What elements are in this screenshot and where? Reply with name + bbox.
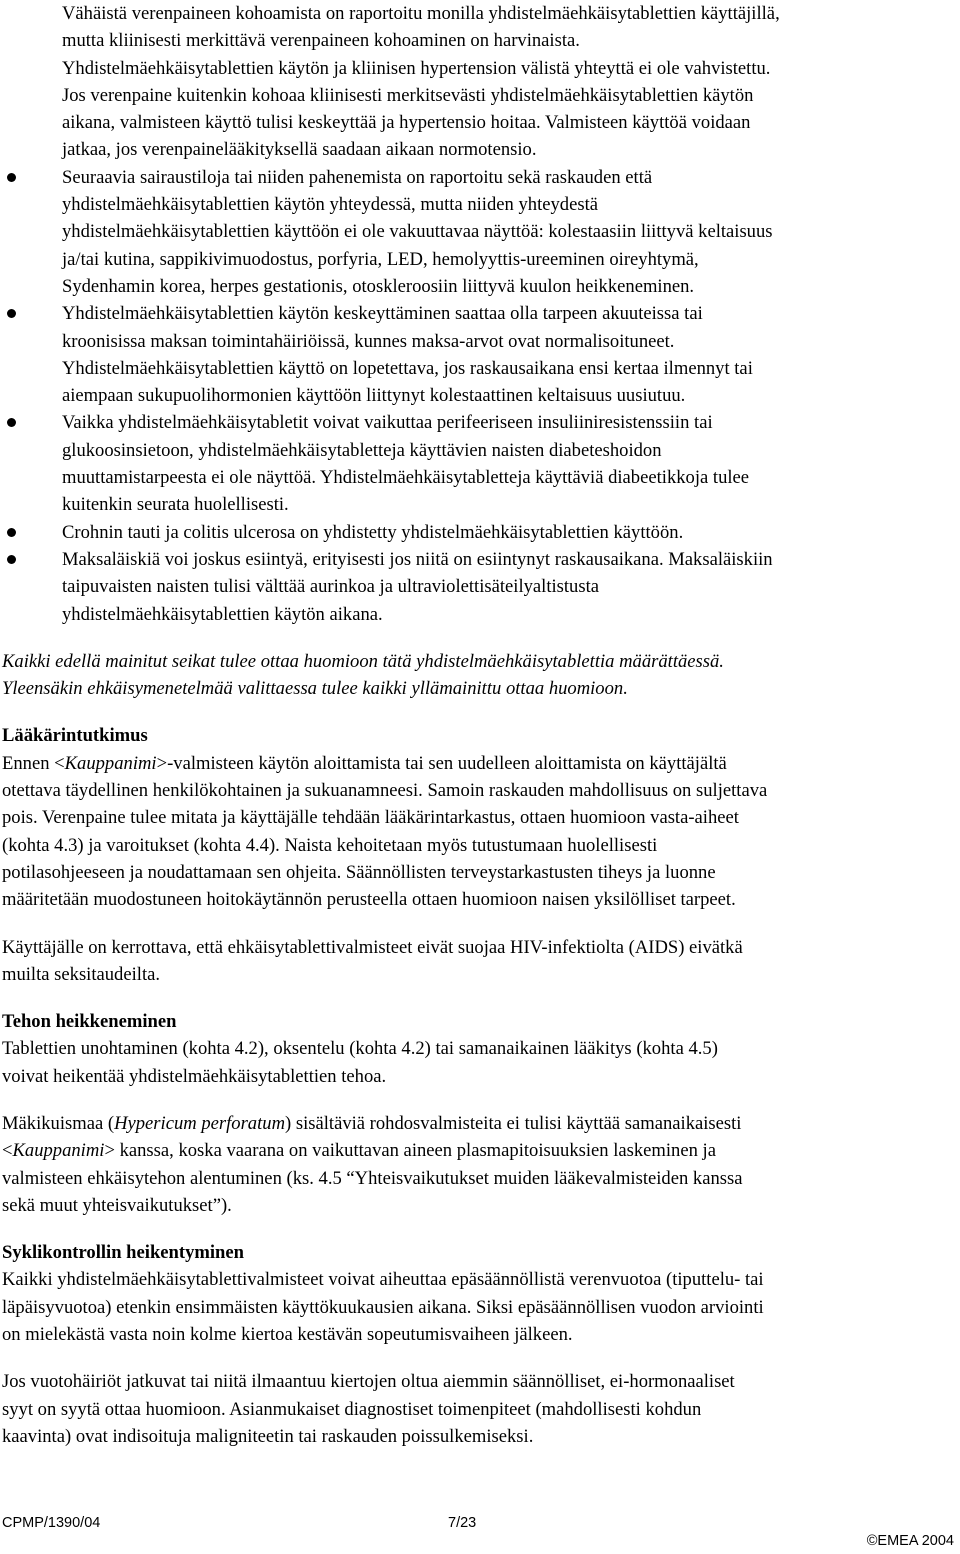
bullet-icon (7, 309, 16, 318)
spacer (2, 1348, 954, 1368)
document-content (2, 0, 954, 1450)
text-line: yhdistelmäehkäisytablettien käytön aikana. (62, 603, 383, 625)
text-line: Mäkikuismaa (Hypericum perforatum) sisältäviä rohdosvalmisteita ei tulisi käyttää samanaikaisesti (2, 1112, 742, 1134)
paragraph (2, 934, 954, 989)
text-line: Seuraavia sairaustiloja tai niiden pahenemista on raportoitu sekä raskauden että (62, 166, 653, 188)
section-laakarintutkimus (2, 722, 954, 988)
text-line: sekä muut yhteisvaikutukset”). (2, 1194, 232, 1216)
section-tehon-heikkeneminen (2, 1008, 954, 1219)
text-line: (kohta 4.3) ja varoitukset (kohta 4.4). Naista kehoitetaan myös tutustumaan huolellisesti (2, 834, 658, 856)
section-heading: Tehon heikkeneminen (2, 1011, 177, 1033)
spacer (2, 1090, 954, 1110)
spacer (2, 988, 954, 1008)
text-line: pois. Verenpaine tulee mitata ja käyttäjälle tehdään lääkärintarkastus, ottaen huomioon vasta-aiheet (2, 807, 739, 829)
bullet-icon (7, 418, 16, 427)
list-item (2, 300, 954, 409)
paragraph (2, 750, 954, 914)
text-line: kuitenkin seurata huolellisesti. (62, 494, 289, 516)
page-footer (2, 1514, 954, 1550)
text-line: otettava täydellinen henkilökohtainen ja sukuanamneesi. Samoin raskauden mahdollisuus on suljettava (2, 780, 768, 802)
text-line: Crohnin tauti ja colitis ulcerosa on yhdistetty yhdistelmäehkäisytablettien käyttöön. (62, 521, 684, 543)
spacer (2, 1219, 954, 1239)
copyright-notice: ©EMEA 2004 (866, 1533, 954, 1549)
text-line: muilta seksitaudeilta. (2, 963, 161, 985)
text-line: Vähäistä verenpaineen kohoamista on raportoitu monilla yhdistelmäehkäisytablettien käyttäjillä, (62, 3, 780, 24)
italic-note (2, 648, 954, 703)
text-line: Käyttäjälle on kerrottava, että ehkäisytablettivalmisteet eivät suojaa HIV-infektiolta (AIDS) eivätkä (2, 936, 743, 958)
text-line: taipuvaisten naisten tulisi välttää aurinkoa ja ultraviolettisäteilyaltistusta (62, 576, 600, 598)
text-line: yhdistelmäehkäisytablettien käyttöön ei ole vakuuttavaa näyttöä: kolestaasiin liittyvä keltaisuus (62, 221, 773, 243)
text-line: yhdistelmäehkäisytablettien käytön yhteydessä, mutta niiden yhteydestä (62, 194, 598, 216)
text-line: määritetään muodostuneen hoitokäytännön perusteella ottaen huomioon naisen yksilölliset tarpeet. (2, 889, 736, 911)
text-line: Yhdistelmäehkäisytablettien käyttö on lopetettava, jos raskausaikana ensi kertaa ilmennyt tai (62, 357, 753, 379)
bullet-icon (7, 555, 16, 564)
text-line: Maksaläiskiä voi joskus esiintyä, erityisesti jos niitä on esiintynyt raskausaikana. Maksaläiskiin (62, 548, 773, 570)
spacer (2, 628, 954, 648)
document-reference: CPMP/1390/04 (2, 1515, 101, 1531)
bullet-list (2, 0, 954, 628)
text-line: Kaikki edellä mainitut seikat tulee ottaa huomioon tätä yhdistelmäehkäisytablettia määrättäessä. (2, 650, 724, 672)
text-line: ja/tai kutina, sappikivimuodostus, porfyria, LED, hemolyyttis-ureeminen oireyhtymä, (62, 248, 699, 270)
page-number: 7/23 (448, 1515, 477, 1531)
section-heading: Lääkärintutkimus (2, 725, 148, 747)
text-line: Vaikka yhdistelmäehkäisytabletit voivat vaikuttaa perifeeriseen insuliiniresistenssiin tai (62, 412, 713, 434)
text-line: kroonisissa maksan toimintahäiriöissä, kunnes maksa-arvot ovat normalisoituneet. (62, 330, 675, 352)
section-syklikontrollin-heikentyminen (2, 1239, 954, 1450)
text-line: on mielekästä vasta noin kolme kiertoa kestävän sopeutumisvaiheen jälkeen. (2, 1324, 573, 1346)
list-item (2, 164, 954, 300)
bullet-icon (7, 173, 16, 182)
spacer (2, 914, 954, 934)
text-line: valmisteen ehkäisytehon alentuminen (ks. 4.5 “Yhteisvaikutukset muiden lääkevalmisteiden kanssa (2, 1167, 743, 1189)
text-line: Jos vuotohäiriöt jatkuvat tai niitä ilmaantuu kiertojen oltua aiemmin säännölliset, ei-hormonaaliset (2, 1371, 735, 1393)
text-line: potilasohjeeseen ja noudattamaan sen ohjeita. Säännöllisten terveystarkastusten tiheys ja luonne (2, 861, 716, 883)
paragraph (2, 1035, 954, 1090)
spacer (2, 702, 954, 722)
section-heading: Syklikontrollin heikentyminen (2, 1242, 244, 1264)
paragraph (2, 1110, 954, 1219)
text-line: mutta kliinisesti merkittävä verenpaineen kohoaminen on harvinaista. (62, 30, 580, 52)
paragraph (2, 1368, 954, 1450)
text-line: Yleensäkin ehkäisymenetelmää valittaessa tulee kaikki yllämainittu ottaa huomioon. (2, 678, 628, 700)
text-line: Jos verenpaine kuitenkin kohoaa kliinisesti merkitsevästi yhdistelmäehkäisytablettien käytön (62, 84, 754, 106)
text-line: glukoosinsietoon, yhdistelmäehkäisytabletteja käyttävien naisten diabeteshoidon (62, 439, 662, 461)
list-item (2, 409, 954, 518)
text-line: muuttamistarpeesta ei ole näyttöä. Yhdistelmäehkäisytabletteja käyttäviä diabeetikkoja tulee (62, 467, 750, 489)
text-line: <Kauppanimi> kanssa, koska vaarana on vaikuttavan aineen plasmapitoisuuksien laskeminen ja (2, 1140, 716, 1162)
list-item-continued (2, 0, 954, 164)
text-line: voivat heikentää yhdistelmäehkäisytablettien tehoa. (2, 1065, 387, 1087)
list-item (2, 546, 954, 628)
text-line: Kaikki yhdistelmäehkäisytablettivalmisteet voivat aiheuttaa epäsäännöllistä verenvuotoa (tiputtelu- tai (2, 1269, 764, 1291)
text-line: Ennen <Kauppanimi>-valmisteen käytön aloittamista tai sen uudelleen aloittamista on käyttäjältä (2, 752, 727, 774)
list-item (2, 519, 954, 546)
text-line: Yhdistelmäehkäisytablettien käytön ja kliinisen hypertension välistä yhteyttä ei ole vahvistettu. (62, 57, 771, 79)
text-line: syyt on syytä ottaa huomioon. Asianmukaiset diagnostiset toimenpiteet (mahdollisesti kohdun (2, 1398, 702, 1420)
text-line: kaavinta) ovat indisoituja maligniteetin tai raskauden poissulkemiseksi. (2, 1425, 534, 1447)
text-line: aiempaan sukupuolihormonien käyttöön liittynyt kolestaattinen keltaisuus uusiutuu. (62, 385, 686, 407)
paragraph (2, 1266, 954, 1348)
text-line: läpäisyvuotoa) etenkin ensimmäisten käyttökuukausien aikana. Siksi epäsäännöllisen vuodon arviointi (2, 1296, 764, 1318)
text-line: Yhdistelmäehkäisytablettien käytön keskeyttäminen saattaa olla tarpeen akuuteissa tai (62, 303, 703, 325)
text-line: jatkaa, jos verenpainelääkityksellä saadaan aikaan normotensio. (62, 139, 537, 161)
text-line: Sydenhamin korea, herpes gestationis, otoskleroosiin liittyvä kuulon heikkeneminen. (62, 275, 695, 297)
text-line: aikana, valmisteen käyttö tulisi keskeyttää ja hypertensio hoitaa. Valmisteen käyttöä voidaan (62, 112, 751, 134)
bullet-icon (7, 528, 16, 537)
text-line: Tablettien unohtaminen (kohta 4.2), oksentelu (kohta 4.2) tai samanaikainen lääkitys (kohta 4.5) (2, 1038, 718, 1060)
